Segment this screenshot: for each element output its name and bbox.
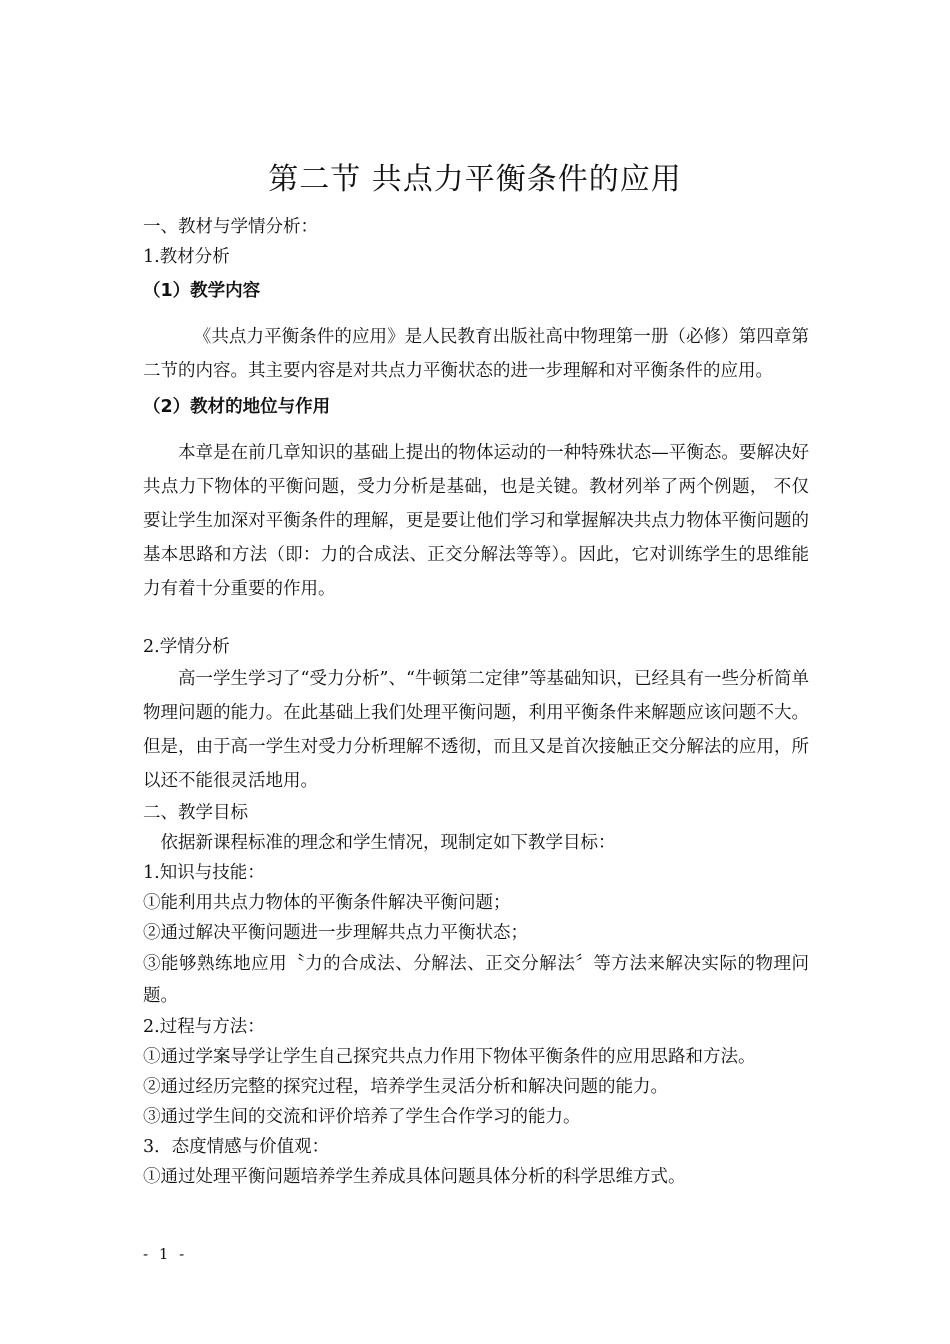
paragraph-textbook-role: 本章是在前几章知识的基础上提出的物体运动的一种特殊状态—平衡态。要解决好共点力下物体的平衡问题，受力分析是基础，也是关键。教材列举了两个例题， 不仅要让学生加深对平衡条件的理解，更是要让他们学习和掌握解决共点力物体平衡问题的基本思路和方法（即：力的合成法、正交分解法等等）。因此，它对训练学生的思维能力有着十分重要的作用。	[143, 443, 809, 599]
subsection-heading-textbook-analysis: 1.教材分析	[143, 247, 230, 267]
page-number: - 1 -	[143, 1245, 188, 1263]
goal-item: ①通过处理平衡问题培养学生养成具体问题具体分析的科学思维方式。	[143, 1167, 686, 1187]
goal-group-heading-attitude: 3．态度情感与价值观：	[143, 1137, 330, 1157]
goal-item: ①通过学案导学让学生自己探究共点力作用下物体平衡条件的应用思路和方法。	[143, 1047, 756, 1067]
goal-item: ③能够熟练地应用〝力的合成法、分解法、正交分解法〞等方法来解决实际的物理问题。	[143, 954, 809, 1006]
page-title: 第二节 共点力平衡条件的应用	[268, 162, 682, 197]
part-heading-teaching-content: （1）教学内容	[143, 281, 261, 301]
section-heading-2: 二、教学目标	[143, 803, 248, 823]
subsection-heading-student-analysis: 2.学情分析	[143, 637, 230, 657]
goal-group-heading-process: 2.过程与方法：	[143, 1017, 265, 1037]
goal-item: ③通过学生间的交流和评价培养了学生合作学习的能力。	[143, 1107, 581, 1127]
paragraph-student-analysis: 高一学生学习了“受力分析”、“牛顿第二定律”等基础知识，已经具有一些分析简单物理问题的能力。在此基础上我们处理平衡问题，利用平衡条件来解题应该问题不大。但是，由于高一学生对受力分析理解不透彻，而且又是首次接触正交分解法的应用，所以还不能很灵活地用。	[143, 669, 809, 791]
part-heading-textbook-role: （2）教材的地位与作用	[143, 397, 331, 417]
goal-item: ②通过解决平衡问题进一步理解共点力平衡状态；	[143, 923, 528, 943]
objectives-intro: 依据新课程标准的理念和学生情况，现制定如下教学目标：	[160, 833, 616, 853]
goal-item: ②通过经历完整的探究过程，培养学生灵活分析和解决问题的能力。	[143, 1077, 668, 1097]
paragraph-teaching-content: 《共点力平衡条件的应用》是人民教育出版社高中物理第一册（必修）第四章第二节的内容。其主要内容是对共点力平衡状态的进一步理解和对平衡条件的应用。	[143, 327, 809, 381]
document-body	[143, 212, 809, 1192]
goal-group-heading-knowledge: 1.知识与技能：	[143, 863, 265, 883]
section-heading-1: 一、教材与学情分析：	[143, 217, 318, 237]
goal-item: ①能利用共点力物体的平衡条件解决平衡问题；	[143, 893, 511, 913]
